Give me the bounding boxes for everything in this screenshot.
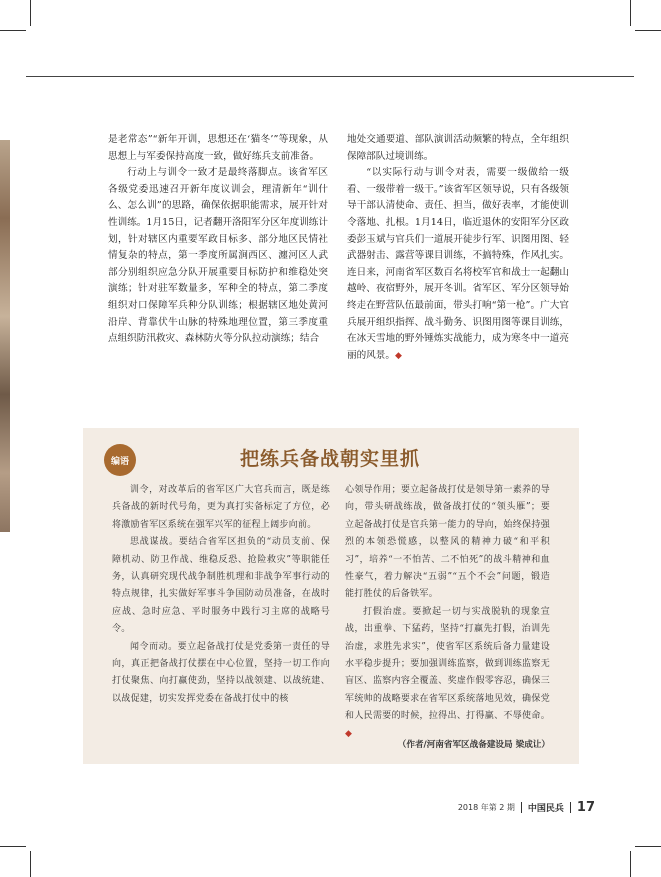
crop-mark-tl-h [0, 30, 26, 31]
footer-divider [570, 802, 571, 813]
magazine-name: 中国民兵 [527, 804, 564, 814]
page-number: 17 [576, 800, 595, 815]
footer-divider [521, 802, 522, 813]
article-paragraph: 是老常态”“新年开训，思想还在‘猫冬’”等现象，从思想上与军委保持高度一致，做好练兵支前准备。 [108, 134, 328, 162]
crop-mark-br-v [630, 851, 631, 877]
article-column-left [108, 132, 328, 348]
crop-mark-tr-v [630, 0, 631, 26]
article-paragraph-text: “以实际行动与训令对表，需要一级做给一级看、一级带着一级干。”该省军区领导说，只有各级领导干部认清使命、责任、担当，做好表率，才能使训令落地、扎根。1月14日，临近退休的安阳军分区政委彭玉斌与官兵们一道展开徒步行军、识图用图、轻武器射击、露营等课目训练，不搞特殊，作风扎实。连日来，河南省军区数百名将校军官和战士一起翻山越岭、夜宿野外，展开冬训。省军区、军分区领导始终走在野营队伍最前面，带头打响“第一枪”。广大官兵展开组织指挥、战斗勤务、识图用图等课目训练，在冰天雪地的野外锤炼实战能力，成为寒冬中一道亮丽的风景。 [347, 167, 569, 361]
end-mark-icon: ◆ [394, 350, 402, 361]
sidebar-paragraph [345, 604, 550, 743]
article-paragraph: 行动上与训令一致才是最终落脚点。该省军区各级党委迅速召开新年度议训会，理清新年“训什么、怎么训”的思路，确保依据职能需求，展开针对性训练。1月15日，记者翻开洛阳军分区年度训练计划，针对辖区内重要军政目标多、部分地区民情社情复杂的特点，第一季度所属涧西区、瀍河区人武部分别组织应急分队开展重要目标防护和维稳处突演练；针对驻军数量多，军种全的特点，第二季度组织对口保障军兵种分队训练；根据辖区地处黄河沿岸、背靠伏牛山脉的特殊地理位置，第三季度重点组织防汛救灾、森林防火等分队拉动演练；结合 [108, 167, 328, 345]
sidebar-paragraph: 思战谋战。要结合省军区担负的“动员支前、保障机动、防卫作战、维稳反恐、抢险救灾”等职能任务，认真研究现代战争制胜机理和非战争军事行动的特点规律，扎实做好军事斗争国防动员准备，在战时应战、急时应急、平时服务中践行习主席的战略号令。 [112, 537, 330, 635]
header-rule [26, 76, 634, 77]
sidebar-paragraph: 训令，对改革后的省军区广大官兵而言，既是练兵备战的新时代号角，更为真打实备标定了方位，必将激励省军区系统在强军兴军的征程上阔步向前。 [112, 485, 330, 530]
sidebar-title: 把练兵备战朝实里抓 [239, 448, 420, 470]
sidebar-column-left [112, 482, 330, 708]
article-paragraph [347, 165, 569, 364]
crop-mark-bl-v [30, 851, 31, 877]
end-mark-icon: ◆ [345, 728, 353, 739]
sidebar-paragraph-text: 打假治虚。要掀起一切与实战脱轨的现象宣战，出重拳、下猛药，坚持“打赢先打假，治训先治虚，求胜先求实”，使省军区系统后备力量建设水平稳步提升；要加强训练监察，做到训练监察无盲区、监察内容全覆盖、奖虚作假零容忍，确保三军统帅的战略要求在省军区系统落地见效，确保党和人民需要的时候，拉得出、打得赢、不辱使命。 [345, 606, 550, 722]
crop-mark-bl-h [0, 846, 26, 847]
article-column-right [347, 132, 569, 364]
author-credit: （作者/河南省军区战备建设局 梁成让） [397, 740, 550, 750]
sidebar-column-right [345, 482, 550, 743]
sidebar-paragraph: 心领导作用；要立起备战打仗是领导第一素养的导向，带头研战练战，做备战打仗的“领头雁”；要立起备战打仗是官兵第一能力的导向，始终保持强烈的本领恐慌感，以整风的精神力破“和平积习”，培养“一不怕苦、二不怕死”的战斗精神和血性豪气，着力解决“五弱”“五个不会”问题，锻造能打胜仗的后备铁军。 [345, 485, 550, 600]
issue-label: 2018 年第 2 期 [457, 803, 515, 812]
sidebar-paragraph: 闻令而动。要立起备战打仗是党委第一责任的导向，真正把备战打仗摆在中心位置，坚持一切工作向打仗聚焦、向打赢使劲，坚持以战领建、以战统建、以战促建，切实发挥党委在备战打仗中的核 [112, 641, 330, 704]
article-paragraph: 地处交通要道、部队演训活动频繁的特点，全年组织保障部队过境训练。 [347, 134, 569, 162]
sidebar-badge: 编语 [104, 444, 136, 476]
crop-mark-tl-v [30, 0, 31, 26]
crop-mark-br-h [635, 846, 661, 847]
photo-edge [0, 140, 10, 532]
crop-mark-tr-h [635, 30, 661, 31]
page-footer [458, 800, 595, 815]
